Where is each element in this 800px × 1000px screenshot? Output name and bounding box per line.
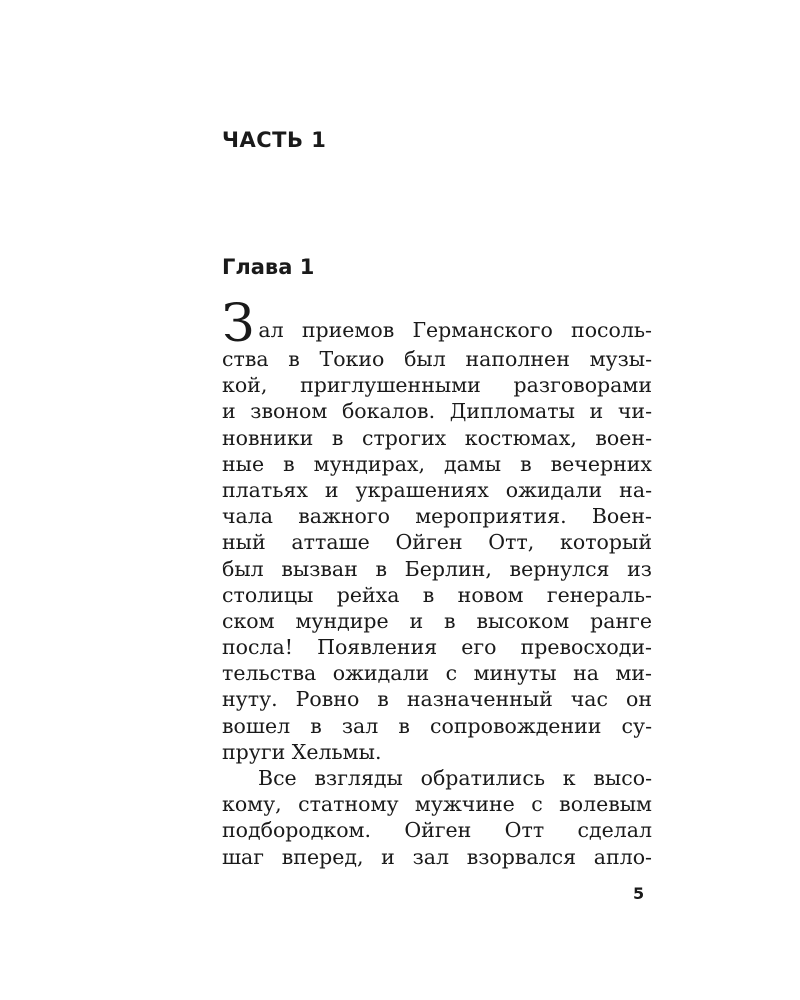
- text-line: вошел в зал в сопровождении су-: [222, 713, 652, 738]
- text-line: ал приемов Германского посоль-: [258, 317, 652, 342]
- drop-cap: З: [222, 294, 255, 354]
- text-line: новники в строгих костюмах, воен-: [222, 425, 652, 450]
- text-line: ный атташе Ойген Отт, который: [222, 530, 652, 555]
- first-line: [222, 294, 652, 354]
- text-line: пруги Хельмы.: [222, 739, 382, 764]
- text-line: столицы рейха в новом генераль-: [222, 582, 652, 607]
- text-line: ные в мундирах, дамы в вечерних: [222, 451, 652, 476]
- text-line: кому, статному мужчине с волевым: [222, 792, 652, 817]
- text-line: платьях и украшениях ожидали на-: [222, 477, 652, 502]
- text-line: Все взгляды обратились к высо-: [258, 766, 652, 790]
- part-title: ЧАСТЬ 1: [222, 128, 327, 152]
- text-line: посла! Появления его превосходи-: [222, 635, 652, 660]
- text-line: подбородком. Ойген Отт сделал: [222, 818, 652, 843]
- text-line: и звоном бокалов. Дипломаты и чи-: [222, 399, 652, 424]
- text-line: шаг вперед, и зал взорвался апло-: [222, 844, 652, 869]
- text-line: ском мундире и в высоком ранге: [222, 608, 652, 633]
- chapter-body: [222, 296, 652, 870]
- text-line: был вызван в Берлин, вернулся из: [222, 556, 652, 581]
- text-line: кой, приглушенными разговорами: [222, 373, 652, 398]
- text-line: нуту. Ровно в назначенный час он: [222, 687, 652, 712]
- text-line: ства в Токио был наполнен музы-: [222, 347, 652, 371]
- text-line: тельства ожидали с минуты на ми-: [222, 661, 652, 686]
- text-line: чала важного мероприятия. Воен-: [222, 504, 652, 529]
- page-number: 5: [633, 884, 645, 903]
- chapter-title: Глава 1: [222, 255, 315, 279]
